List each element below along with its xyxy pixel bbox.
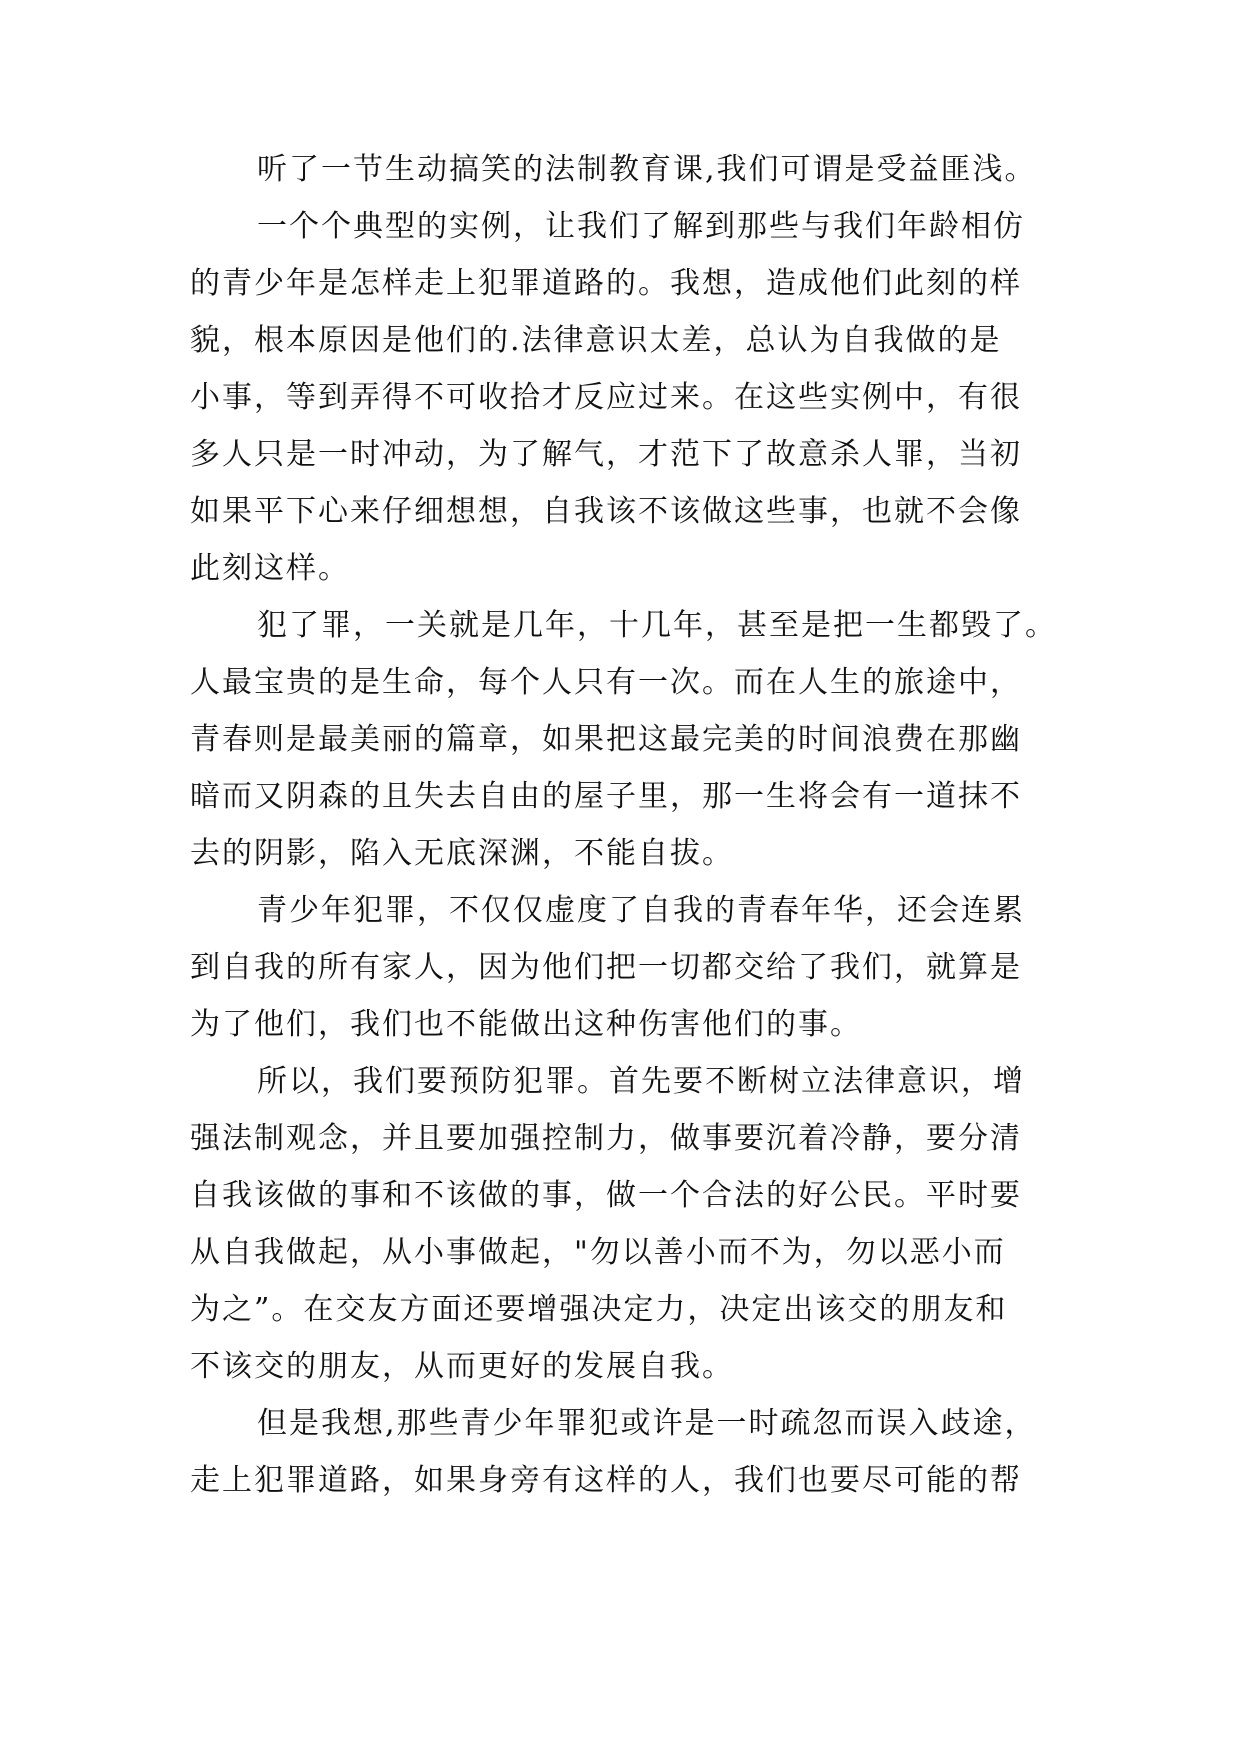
text-line: 多人只是一时冲动，为了解气，才范下了故意杀人罪，当初 <box>190 437 1022 472</box>
text-line: 不该交的朋友，从而更好的发展自我。 <box>190 1349 734 1384</box>
text-line: 青春则是最美丽的篇章，如果把这最完美的时间浪费在那幽 <box>190 722 1022 757</box>
text-line: 暗而又阴森的且失去自由的屋子里，那一生将会有一道抹不 <box>190 779 1022 814</box>
text-line: 所以，我们要预防犯罪。首先要不断树立法律意识，增 <box>257 1064 1025 1099</box>
text-line: 去的阴影，陷入无底深渊，不能自拔。 <box>190 836 734 871</box>
text-line: 为了他们，我们也不能做出这种伤害他们的事。 <box>190 1007 862 1042</box>
text-line: 小事，等到弄得不可收拾才反应过来。在这些实例中，有很 <box>190 380 1022 415</box>
text-line: 但是我想,那些青少年罪犯或许是一时疏忽而误入歧途， <box>257 1406 1037 1441</box>
text-line: 如果平下心来仔细想想，自我该不该做这些事，也就不会像 <box>190 494 1022 529</box>
text-line: 自我该做的事和不该做的事，做一个合法的好公民。平时要 <box>190 1178 1022 1213</box>
text-line: 的青少年是怎样走上犯罪道路的。我想，造成他们此刻的样 <box>190 266 1022 301</box>
text-line: 为之”。在交友方面还要增强决定力，决定出该交的朋友和 <box>190 1292 1008 1327</box>
text-line: 到自我的所有家人，因为他们把一切都交给了我们，就算是 <box>190 950 1022 985</box>
text-line: 强法制观念，并且要加强控制力，做事要沉着冷静，要分清 <box>190 1121 1022 1156</box>
text-line: 貌，根本原因是他们的.法律意识太差，总认为自我做的是 <box>190 323 1002 358</box>
text-line: 听了一节生动搞笑的法制教育课,我们可谓是受益匪浅。 <box>257 152 1037 187</box>
text-line: 此刻这样。 <box>190 551 350 586</box>
text-line: 一个个典型的实例，让我们了解到那些与我们年龄相仿 <box>257 209 1025 244</box>
text-line: 犯了罪，一关就是几年，十几年，甚至是把一生都毁了。 <box>257 608 1057 643</box>
text-line: 从自我做起，从小事做起，"勿以善小而不为，勿以恶小而 <box>190 1235 1006 1270</box>
text-line: 青少年犯罪，不仅仅虚度了自我的青春年华，还会连累 <box>257 893 1025 928</box>
text-line: 人最宝贵的是生命，每个人只有一次。而在人生的旅途中， <box>190 665 1022 700</box>
text-line: 走上犯罪道路，如果身旁有这样的人，我们也要尽可能的帮 <box>190 1463 1022 1498</box>
